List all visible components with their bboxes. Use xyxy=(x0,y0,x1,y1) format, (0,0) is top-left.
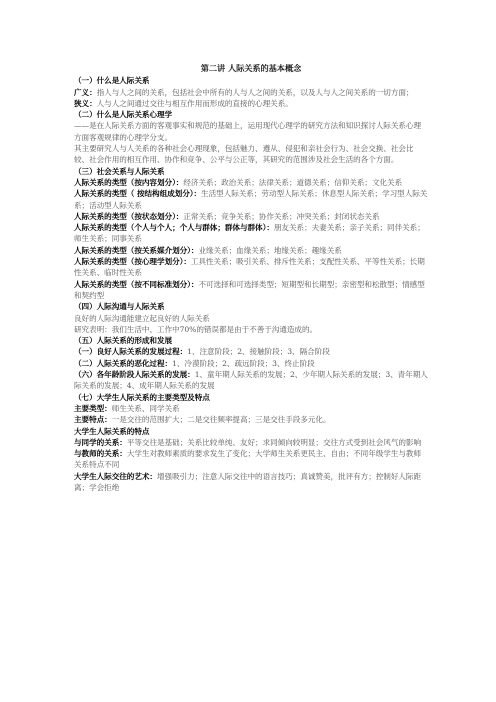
paragraph xyxy=(74,87,428,98)
paragraph xyxy=(74,120,428,143)
paragraph xyxy=(74,324,428,335)
paragraph-text: 研究表明：我们生活中、工作中70%的错误都是由于不善于沟通造成的。 xyxy=(74,324,318,334)
paragraph-text: 业缘关系；血缘关系；地缘关系；趣缘关系 xyxy=(198,245,342,255)
paragraph xyxy=(74,403,428,414)
paragraph xyxy=(74,313,428,324)
paragraph xyxy=(74,177,428,188)
paragraph-heading: 广义： xyxy=(74,87,97,97)
paragraph-heading: 狭义： xyxy=(74,98,97,108)
paragraph-heading: 人际关系的类型（按心理学划分）： xyxy=(74,257,191,267)
document-content xyxy=(74,63,428,493)
paragraph-heading: （四）人际沟通与人际关系 xyxy=(74,302,165,312)
paragraph-text: 不可选择和可选择类型；短期型和长期型；亲密型和松散型；情感型和契约型 xyxy=(74,279,425,300)
paragraph-list xyxy=(74,75,428,493)
paragraph-text: 1、童年期人际关系的发展；2、少年期人际关系的发展；3、青年期人际关系的发展；4、成年期人际关系的发展 xyxy=(74,370,428,391)
page-title: 第二讲 人际关系的基本概念 xyxy=(200,63,302,73)
paragraph-text: 其主要研究人与人关系的各种社会心理现象，包括魅力、遵从、侵犯和亲社会行为、社会交换、社会比较、社会作用的相互作用、协作和竞争、公平与公正等，其研究的范围涉及社会生活的各个方面。 xyxy=(74,144,414,165)
paragraph-heading: 与教师的关系： xyxy=(74,449,127,459)
paragraph xyxy=(74,369,428,392)
paragraph xyxy=(74,301,428,312)
paragraph-text: 经济关系；政治关系；法律关系；道德关系；信仰关系；文化关系 xyxy=(183,177,403,187)
paragraph-text: 朋友关系；夫妻关系；亲子关系；同伴关系；师生关系；同事关系 xyxy=(74,223,425,244)
paragraph xyxy=(74,426,428,437)
paragraph xyxy=(74,392,428,403)
paragraph-text: 生活型人际关系；劳动型人际关系；休息型人际关系；学习型人际关系；活动型人际关系 xyxy=(74,189,428,210)
paragraph-heading: （六）各年龄阶段人际关系的发展： xyxy=(74,370,195,380)
paragraph-heading: 人际关系的类型（按不同标准划分）： xyxy=(74,279,199,289)
paragraph-heading: 人际关系的类型（按内容划分）： xyxy=(74,177,184,187)
paragraph xyxy=(74,437,428,448)
paragraph-text: ——是在人际关系方面的客观事实和规范的基础上，运用现代心理学的研究方法和知识探讨人际关系心理方面客观规律的心理学分支。 xyxy=(74,121,422,142)
paragraph-text: 平等交往是基础；关系比较单纯、友好；求同倾向较明显；交往方式受到社会风气的影响 xyxy=(126,437,422,447)
paragraph xyxy=(74,222,428,245)
paragraph-text: 大学生对教师素质的要求发生了变化；大学师生关系更民主、自由；不同年级学生与教师关系特点不同 xyxy=(74,449,422,470)
paragraph xyxy=(74,335,428,346)
paragraph-text: 指人与人之间的关系，包括社会中所有的人与人之间的关系，以及人与人之间关系的一切方面； xyxy=(96,87,414,97)
paragraph xyxy=(74,471,428,494)
paragraph-text: 人与人之间通过交往与相互作用而形成的直接的心理关系。 xyxy=(96,98,293,108)
paragraph xyxy=(74,75,428,86)
paragraph-heading: 人际关系的类型（ 按结构组成划分）： xyxy=(74,189,202,199)
paragraph-heading: 人际关系的类型（按状态划分）： xyxy=(74,211,184,221)
paragraph xyxy=(74,143,428,166)
paragraph-heading: （三）社会关系与人际关系 xyxy=(74,166,165,176)
paragraph xyxy=(74,346,428,357)
paragraph xyxy=(74,211,428,222)
paragraph-text: 工具性关系；吸引关系、排斥性关系；支配性关系、平等性关系；长期性关系、临时性关系 xyxy=(74,257,425,278)
paragraph xyxy=(74,188,428,211)
paragraph xyxy=(74,98,428,109)
paragraph-heading: （二）什么是人际关系心理学 xyxy=(74,110,173,120)
paragraph xyxy=(74,358,428,369)
paragraph-text: 正常关系；竞争关系；协作关系；冲突关系；封闭状态关系 xyxy=(183,211,380,221)
paragraph xyxy=(74,448,428,471)
paragraph-heading: 人际关系的类型（个人与个人；个人与群体；群体与群体）： xyxy=(74,223,274,233)
paragraph-heading: （二）人际关系的恶化过程： xyxy=(74,358,173,368)
paragraph-text: 1、冷漠阶段；2、疏远阶段；3、终止阶段 xyxy=(172,358,315,368)
paragraph-text: 1、注意阶段；2、接触阶段；3、隔合阶段 xyxy=(187,347,330,357)
paragraph-heading: 人际关系的类型（按关系媒介划分）： xyxy=(74,245,199,255)
paragraph xyxy=(74,279,428,302)
paragraph xyxy=(74,166,428,177)
paragraph-heading: 大学生人际交往的艺术： xyxy=(74,471,157,481)
paragraph-text: 师生关系、同学关系 xyxy=(111,403,180,413)
paragraph-text: 一是交往的范围扩大；二是交往频率提高；三是交往手段多元化。 xyxy=(111,415,331,425)
paragraph-text: 增强吸引力；注意人际交往中的语言技巧；真诚赞美，批评有方；控制好人际距离；学会拒绝 xyxy=(74,471,422,492)
paragraph-heading: （五）人际关系的形成和发展 xyxy=(74,336,173,346)
paragraph xyxy=(74,245,428,256)
paragraph-heading: 与同学的关系： xyxy=(74,437,127,447)
paragraph xyxy=(74,109,428,120)
paragraph-heading: （一）良好人际关系的发展过程： xyxy=(74,347,188,357)
paragraph xyxy=(74,256,428,279)
paragraph xyxy=(74,414,428,425)
paragraph-text: 良好的人际沟通能建立起良好的人际关系 xyxy=(74,313,210,323)
paragraph-heading: （一）什么是人际关系 xyxy=(74,76,150,86)
paragraph-heading: 主要类型： xyxy=(74,403,112,413)
paragraph-heading: 大学生人际关系的特点 xyxy=(74,426,150,436)
paragraph-heading: 主要特点： xyxy=(74,415,112,425)
paragraph-heading: （七）大学生人际关系的主要类型及特点 xyxy=(74,392,210,402)
